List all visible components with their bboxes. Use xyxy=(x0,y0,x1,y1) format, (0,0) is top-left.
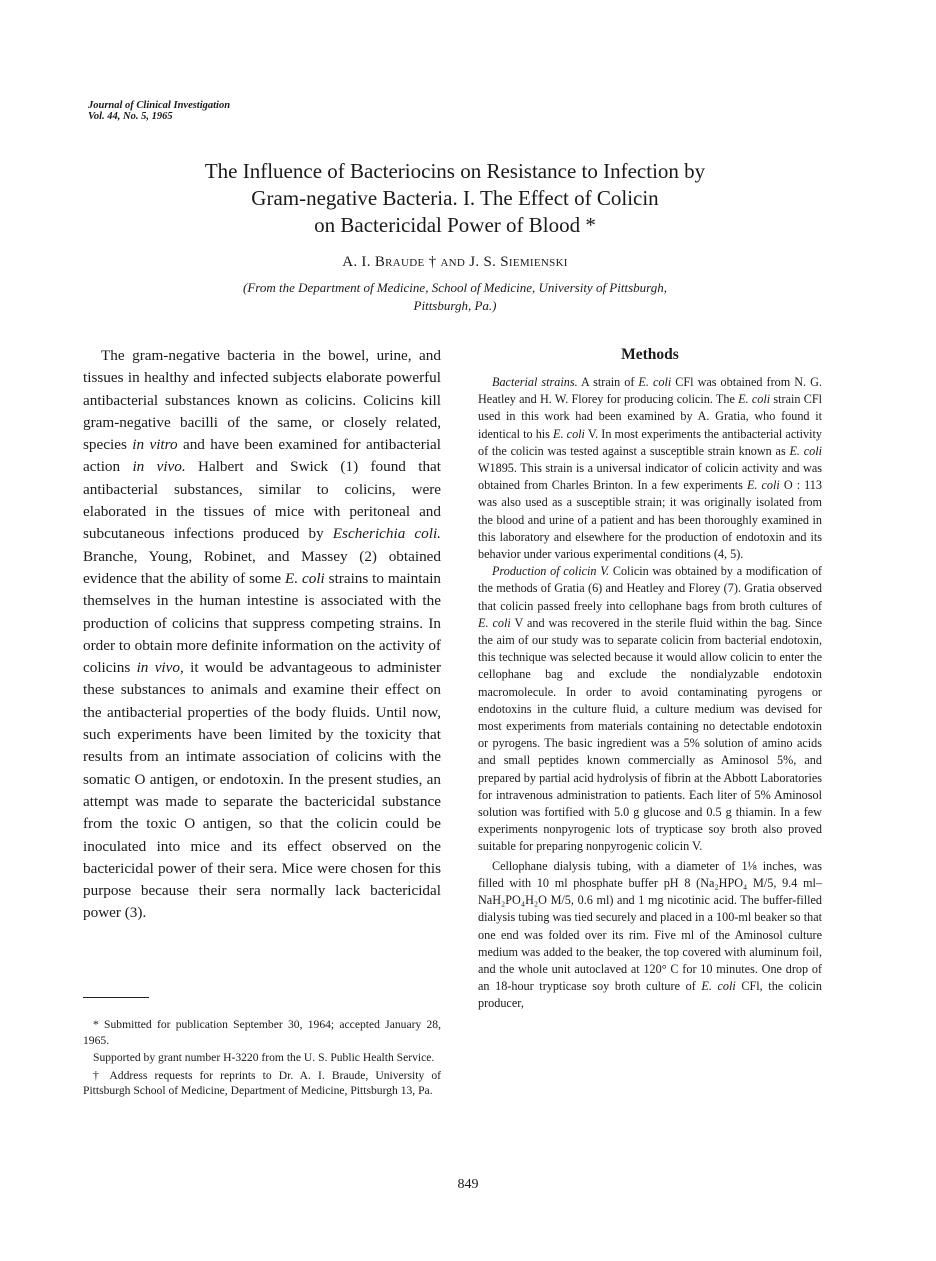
intro-italic: in vitro xyxy=(132,436,178,454)
methods-paragraph-strains xyxy=(478,374,822,563)
article-title xyxy=(100,158,810,239)
journal-name: Journal of Clinical Investigation xyxy=(88,100,231,111)
species-italic: E. coli xyxy=(738,392,771,407)
intro-text: and have been examined for antibacterial action xyxy=(83,436,441,476)
methods-paragraph-production xyxy=(478,563,822,855)
page-number: 849 xyxy=(457,1177,479,1192)
title-line-2: Gram-negative Bacteria. I. The Effect of Colicin xyxy=(251,186,659,210)
footnote-divider xyxy=(83,997,149,998)
methods-paragraph-dialysis xyxy=(478,858,822,1013)
right-column xyxy=(478,345,822,1013)
methods-text: V. In most experiments the antibacterial activity of the colicin was tested against a susceptible strain known as xyxy=(478,426,822,458)
author-2: J. S. Siemienski xyxy=(469,254,568,270)
species-italic: E. coli xyxy=(478,615,511,630)
affiliation-line-2: Pittsburgh, Pa.) xyxy=(413,298,497,313)
methods-text: CFl was obtained from N. G. Heatley and H. W. Florey for producing colicin. The xyxy=(478,375,822,407)
affiliation xyxy=(100,279,810,315)
left-column xyxy=(83,345,441,925)
methods-heading: Methods xyxy=(621,346,679,363)
intro-italic: Escherichia coli. xyxy=(332,525,441,543)
author-line xyxy=(100,254,810,271)
methods-text: Cellophane dialysis tubing, with a diameter of 1⅛ inches, was filled with 10 ml phosphate buffer pH 8 (Na₂HPO₄ M/5, 9.4 ml–NaH₂PO₄H₂O M/5, 0.6 ml) and 1 mg nicotinic acid. The buffer-filled dialysis tubing was tied securely and placed in a 100-ml beaker so that one end was folded over its rim. Five ml of the Aminosol culture medium was added to the beaker, the top covered with aluminum foil, and the whole unit autoclaved at 120° C for 10 minutes. One drop of an 18-hour trypticase soy broth culture of xyxy=(478,858,822,994)
intro-italic: E. coli xyxy=(285,569,325,587)
methods-text: CFl, the colicin producer, xyxy=(478,979,822,1011)
methods-text: strain CFl used in this work had been examined by A. Gratia, who found it identical to his xyxy=(478,392,822,441)
species-italic: E. coli xyxy=(638,375,672,389)
intro-paragraph xyxy=(83,345,441,925)
intro-text: The gram-negative bacteria in the bowel, urine, and tissues in healthy and infected subjects elaborate powerful antibacterial substances known as colicins. Colicins kill gram-negative bacilli of the same, or closely related, species xyxy=(83,347,441,454)
methods-text: V and was recovered in the sterile fluid within the bag. Since the aim of our study was to separate colicin from bacterial endotoxin, this technique was selected because it would allow colicin to enter the cellophane bag and exclude the nondialyzable endotoxin macromolecule. In order to avoid contaminating pyrogens or endotoxins in the culture fluid, a culture medium was devised for most experiments from materials containing no detectable endotoxin or pyrogens. The basic ingredient was a 5% solution of amino acids and small peptides known commercially as Aminosol 5%, and prepared by partial acid hydrolysis of fibrin at the Abbott Laboratories for intravenous administration to patients. Each liter of 5% Aminosol solution was fortified with 5.0 g glucose and 0.5 g thiamin. In a few experiments nonpyrogenic lots of trypticase soy broth also proved suitable for preparing nonpyrogenic colicin V. xyxy=(478,615,822,854)
footnote-grant: Supported by grant number H-3220 from the U. S. Public Health Service. xyxy=(93,1051,435,1065)
journal-volume: Vol. 44, No. 5, 1965 xyxy=(88,111,173,122)
methods-text: Colicin was obtained by a modification of the methods of Gratia (6) and Heatley and Florey (7). Gratia observed that colicin passed freely into cellophane bags from broth cultures of xyxy=(478,564,822,613)
footnote-submission: * Submitted for publication September 30, 1964; accepted January 28, 1965. xyxy=(83,1018,441,1047)
species-italic: E. coli xyxy=(701,979,736,994)
affiliation-line-1: (From the Department of Medicine, School of Medicine, University of Pittsburgh, xyxy=(243,280,667,295)
title-line-1: The Influence of Bacteriocins on Resistance to Infection by xyxy=(204,159,706,183)
species-italic: E. coli xyxy=(746,478,780,493)
intro-text: Branche, Young, Robinet, and Massey (2) obtained evidence that the ability of some xyxy=(83,547,441,587)
intro-text: strains to maintain themselves in the human intestine is associated with the production of colicins that suppress competing strains. In order to obtain more definite information on the activity of colicins xyxy=(83,569,442,677)
title-line-3: on Bactericidal Power of Blood * xyxy=(314,213,596,237)
intro-italic: in vivo. xyxy=(132,458,186,476)
intro-italic: in vivo, xyxy=(136,659,184,677)
species-italic: E. coli xyxy=(553,426,585,441)
species-italic: E. coli xyxy=(789,443,822,458)
footnotes xyxy=(83,1017,441,1101)
subsection-lead: Production of colicin V. xyxy=(492,564,610,579)
author-1: A. I. Braude † xyxy=(342,254,437,270)
methods-text: W1895. This strain is a universal indicator of colicin activity and was obtained from Charles Brinton. In a few experiments xyxy=(478,461,822,493)
journal-citation xyxy=(88,100,230,122)
methods-text: O : 113 was also used as a susceptible strain; it was originally isolated from the blood and urine of a patient and has been thoroughly examined in this laboratory and elsewhere for the production of endotoxin and its behavior under various experimental conditions (4, 5). xyxy=(478,478,822,562)
intro-text: Halbert and Swick (1) found that antibacterial substances, similar to colicins, were elaborated in the tissues of mice with peritoneal and subcutaneous infections produced by xyxy=(83,458,441,543)
author-conjunction: and xyxy=(440,254,466,270)
footnote-reprints: † Address requests for reprints to Dr. A. I. Braude, University of Pittsburgh School of Medicine, Department of Medicine, Pittsburgh 13, Pa. xyxy=(83,1068,441,1098)
methods-text: A strain of xyxy=(577,375,639,389)
subsection-lead: Bacterial strains. xyxy=(492,375,578,389)
intro-text: it would be advantageous to administer these substances to animals and examine their effect on the antibacterial properties of the body fluids. Until now, such experiments have been limited by the toxicity that results from an intimate association of colicins with the somatic O antigen, or endotoxin. In the present studies, an attempt was made to separate the bactericidal substance from the toxic O antigen, so that the colicin could be inoculated into mice and its effect observed on the bactericidal power of their sera. Mice were chosen for this purpose because their sera normally lack bactericidal power (3). xyxy=(83,659,442,922)
